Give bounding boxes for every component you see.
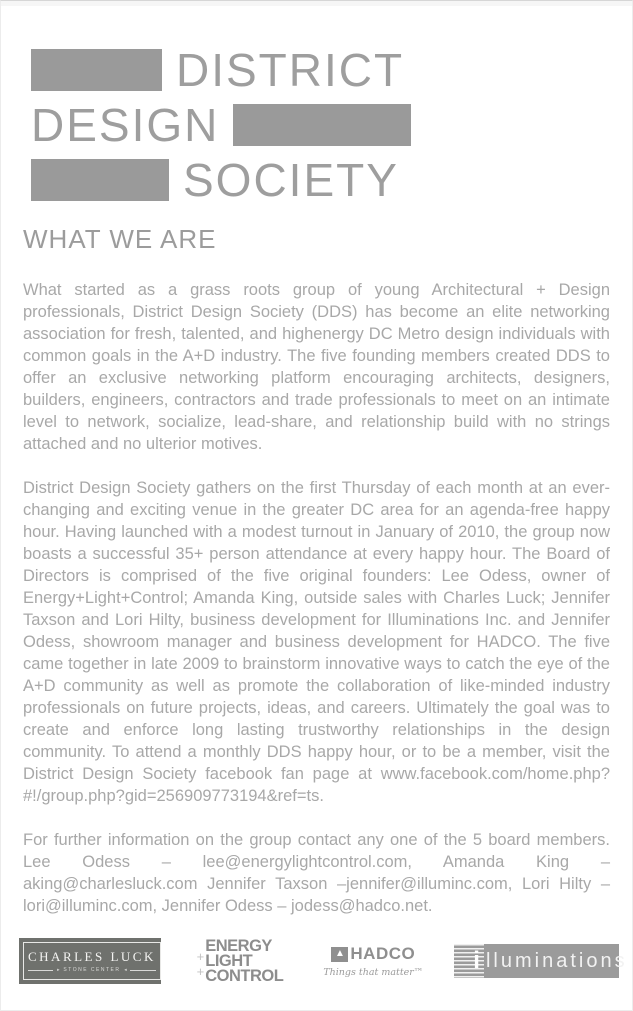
charles-luck-rule-left	[28, 970, 53, 971]
illuminations-initial: i	[473, 947, 480, 974]
hadco-name: HADCO	[350, 944, 416, 963]
logo-bar-3	[31, 159, 169, 201]
charles-luck-subtitle: STONE CENTER	[63, 967, 121, 973]
logo-word-society: SOCIETY	[183, 154, 399, 206]
charles-luck-logo	[19, 938, 161, 984]
elc-line-control: CONTROL	[205, 966, 284, 985]
elc-line-energy: ENERGY	[205, 936, 272, 955]
illuminations-wordmark: lluminations	[485, 949, 628, 972]
logo-bar-1	[31, 49, 162, 91]
paragraph-contacts: For further information on the group contact any one of the 5 board members. Lee Odess – lee@energylightcontrol.com, Amanda King – aking@charlesluck.com Jennifer Taxson –jennifer@illuminc.com, Lori Hilty – lori@illuminc.com, Jennifer Odess – jodess@hadco.net.	[23, 831, 610, 915]
logo-word-design: DESIGN	[31, 99, 220, 151]
charles-luck-rule-right	[130, 970, 155, 971]
elc-wordmark	[205, 936, 284, 985]
logo-word-district: DISTRICT	[176, 44, 405, 96]
sponsor-logos	[1, 938, 632, 984]
logo-row-1	[31, 44, 411, 96]
logo-row-3	[31, 154, 411, 206]
illuminations-stripe-block	[454, 944, 484, 978]
plus-icon: +	[196, 948, 205, 964]
charles-luck-name: CHARLES LUCK	[28, 949, 156, 964]
paragraph-about: What started as a grass roots group of young Architectural + Design professionals, District Design Society (DDS) has become an elite networking association for fresh, talented, and highenergy DC Metro design individuals with common goals in the A+D industry. The five founding members created DDS to offer an exclusive networking platform encouraging architects, designers, builders, engineers, contractors and trade professionals to meet on an intimate level to network, socialize, lead-share, and relationship build with no strings attached and no ulterior motives.	[23, 281, 610, 453]
dds-logo	[31, 44, 411, 206]
paragraph-gatherings: District Design Society gathers on the first Thursday of each month at an ever-changing and exciting venue in the greater DC area for an agenda-free happy hour. Having launched with a modest turnout in January of 2010, the group now boasts a successful 35+ person attendance at every happy hour. The Board of Directors is comprised of the five original founders: Lee Odess, owner of Energy+Light+Control; Amanda King, outside sales with Charles Luck; Jennifer Taxson and Lori Hilty, business development for Illuminations Inc. and Jennifer Odess, showroom manager and business development for HADCO. The five came together in late 2009 to brainstorm innovative ways to catch the eye of the A+D community as well as promote the collaboration of like-minded industry professionals on future projects, ideas, and careers. Ultimately the goal was to create and enforce long lasting trustworthy relationships in the design community. To attend a monthly DDS happy hour, or to be a member, visit the District Design Society facebook fan page at www.facebook.com/home.php?#!/group.php?gid=256909773194&ref=ts.	[23, 479, 610, 805]
hadco-logo	[323, 944, 424, 978]
body-copy	[23, 279, 610, 917]
energy-light-control-logo	[196, 936, 293, 985]
hadco-triangle-icon: ▲	[331, 947, 348, 962]
charles-luck-inner-frame	[23, 942, 161, 980]
elc-plus-icons	[197, 939, 206, 984]
top-strip	[1, 1, 632, 6]
charles-luck-arrow-right-icon: ◄	[123, 967, 128, 972]
charles-luck-arrow-left-icon: ►	[56, 967, 61, 972]
hadco-wordmark-row	[331, 944, 415, 964]
logo-row-2	[31, 99, 411, 151]
hadco-tagline: Things that matter™	[323, 967, 424, 978]
logo-bar-2	[233, 104, 411, 146]
illuminations-logo	[454, 944, 628, 978]
section-heading: WHAT WE ARE	[23, 224, 217, 254]
elc-line-light: LIGHT	[205, 951, 253, 970]
plus-icon: +	[196, 964, 205, 980]
charles-luck-subrow	[28, 967, 156, 973]
